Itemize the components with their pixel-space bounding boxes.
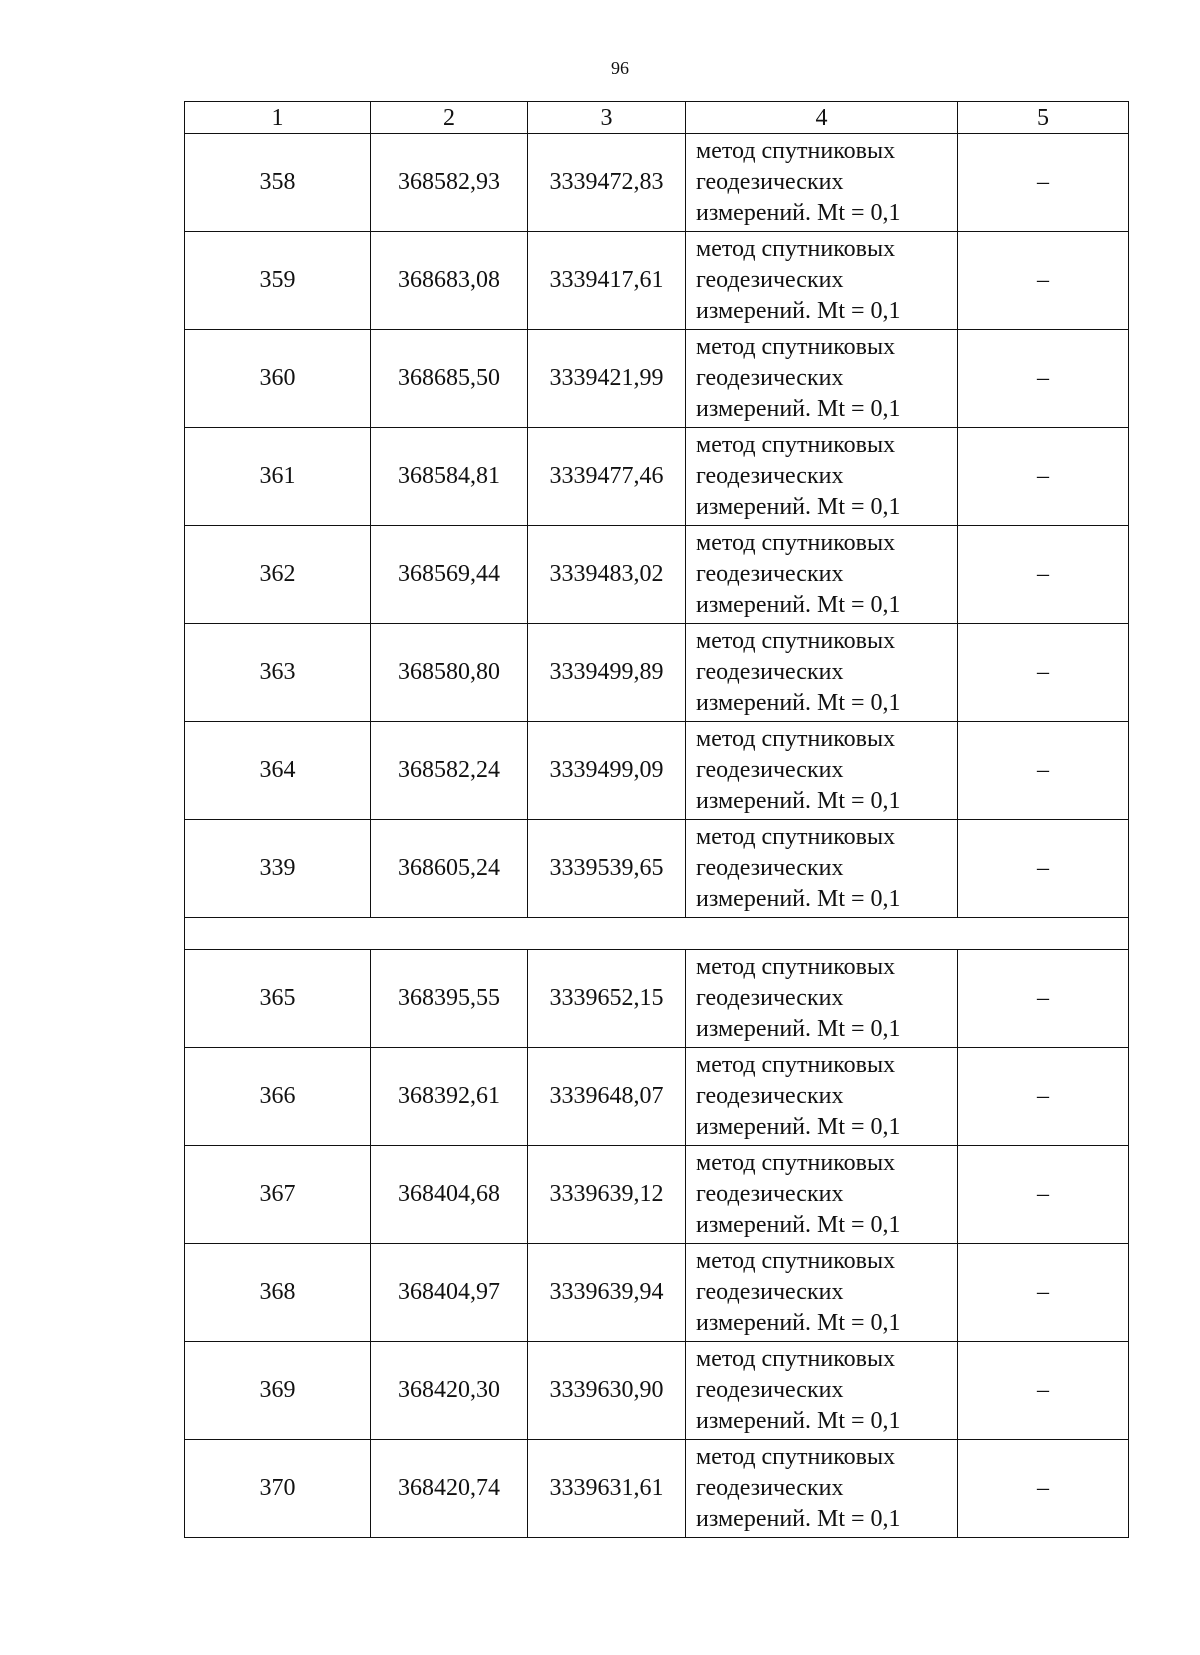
y-coordinate-cell: 3339417,61 <box>528 232 686 330</box>
method-line: метод спутниковых <box>696 628 896 654</box>
method-line: геодезических <box>696 169 844 195</box>
y-coordinate-cell: 3339483,02 <box>528 526 686 624</box>
method-line: измерений. Mt = 0,1 <box>696 886 901 912</box>
method-cell <box>686 1244 958 1342</box>
method-line: метод спутниковых <box>696 824 896 850</box>
method-cell <box>686 1342 958 1440</box>
method-line: измерений. Mt = 0,1 <box>696 396 901 422</box>
method-line: геодезических <box>696 855 844 881</box>
point-number-cell: 362 <box>185 526 371 624</box>
x-coordinate-cell: 368582,93 <box>371 134 528 232</box>
page-number: 96 <box>611 58 629 78</box>
x-coordinate-cell: 368584,81 <box>371 428 528 526</box>
method-line: измерений. Mt = 0,1 <box>696 200 901 226</box>
x-coordinate-cell: 368404,97 <box>371 1244 528 1342</box>
method-line: измерений. Mt = 0,1 <box>696 592 901 618</box>
method-line: измерений. Mt = 0,1 <box>696 1114 901 1140</box>
method-cell <box>686 232 958 330</box>
method-line: метод спутниковых <box>696 432 896 458</box>
x-coordinate-cell: 368392,61 <box>371 1048 528 1146</box>
note-cell: – <box>958 820 1129 918</box>
point-number-cell: 368 <box>185 1244 371 1342</box>
y-coordinate-cell: 3339639,94 <box>528 1244 686 1342</box>
method-cell <box>686 428 958 526</box>
method-line: метод спутниковых <box>696 334 896 360</box>
note-cell: – <box>958 1146 1129 1244</box>
point-number-cell: 339 <box>185 820 371 918</box>
method-line: геодезических <box>696 1279 844 1305</box>
method-cell <box>686 1146 958 1244</box>
note-cell: – <box>958 722 1129 820</box>
table-row <box>185 526 1129 624</box>
method-cell <box>686 330 958 428</box>
method-line: метод спутниковых <box>696 138 896 164</box>
method-line: метод спутниковых <box>696 1444 896 1470</box>
coordinates-table <box>184 101 1129 1538</box>
method-cell <box>686 1440 958 1538</box>
method-line: геодезических <box>696 561 844 587</box>
table-row <box>185 722 1129 820</box>
y-coordinate-cell: 3339539,65 <box>528 820 686 918</box>
y-coordinate-cell: 3339499,89 <box>528 624 686 722</box>
point-number-cell: 358 <box>185 134 371 232</box>
method-line: геодезических <box>696 985 844 1011</box>
method-line: измерений. Mt = 0,1 <box>696 494 901 520</box>
table-row <box>185 428 1129 526</box>
method-line: метод спутниковых <box>696 530 896 556</box>
header-cell: 1 <box>185 102 371 134</box>
method-line: геодезических <box>696 1083 844 1109</box>
method-line: геодезических <box>696 463 844 489</box>
method-line: измерений. Mt = 0,1 <box>696 1016 901 1042</box>
point-number-cell: 361 <box>185 428 371 526</box>
note-cell: – <box>958 624 1129 722</box>
method-line: измерений. Mt = 0,1 <box>696 788 901 814</box>
table-row <box>185 1048 1129 1146</box>
method-cell <box>686 722 958 820</box>
y-coordinate-cell: 3339477,46 <box>528 428 686 526</box>
point-number-cell: 369 <box>185 1342 371 1440</box>
x-coordinate-cell: 368395,55 <box>371 950 528 1048</box>
note-cell: – <box>958 428 1129 526</box>
table-row <box>185 950 1129 1048</box>
method-line: геодезических <box>696 659 844 685</box>
note-cell: – <box>958 134 1129 232</box>
method-line: измерений. Mt = 0,1 <box>696 1408 901 1434</box>
x-coordinate-cell: 368685,50 <box>371 330 528 428</box>
method-line: измерений. Mt = 0,1 <box>696 1310 901 1336</box>
table-row <box>185 232 1129 330</box>
table-row <box>185 1440 1129 1538</box>
separator-row <box>185 918 1129 950</box>
table-row <box>185 624 1129 722</box>
method-cell <box>686 1048 958 1146</box>
method-line: геодезических <box>696 757 844 783</box>
point-number-cell: 370 <box>185 1440 371 1538</box>
point-number-cell: 367 <box>185 1146 371 1244</box>
table-row <box>185 330 1129 428</box>
point-number-cell: 360 <box>185 330 371 428</box>
method-cell <box>686 820 958 918</box>
table-row <box>185 820 1129 918</box>
header-cell: 3 <box>528 102 686 134</box>
note-cell: – <box>958 1342 1129 1440</box>
y-coordinate-cell: 3339639,12 <box>528 1146 686 1244</box>
table-row <box>185 134 1129 232</box>
table-row <box>185 1342 1129 1440</box>
note-cell: – <box>958 330 1129 428</box>
method-line: метод спутниковых <box>696 1052 896 1078</box>
method-cell <box>686 134 958 232</box>
method-line: измерений. Mt = 0,1 <box>696 1506 901 1532</box>
note-cell: – <box>958 526 1129 624</box>
method-line: геодезических <box>696 1181 844 1207</box>
method-line: геодезических <box>696 1377 844 1403</box>
header-cell: 4 <box>686 102 958 134</box>
y-coordinate-cell: 3339648,07 <box>528 1048 686 1146</box>
table-row <box>185 1146 1129 1244</box>
x-coordinate-cell: 368580,80 <box>371 624 528 722</box>
method-cell <box>686 526 958 624</box>
y-coordinate-cell: 3339472,83 <box>528 134 686 232</box>
header-cell: 5 <box>958 102 1129 134</box>
y-coordinate-cell: 3339421,99 <box>528 330 686 428</box>
method-cell <box>686 624 958 722</box>
method-line: метод спутниковых <box>696 726 896 752</box>
point-number-cell: 363 <box>185 624 371 722</box>
x-coordinate-cell: 368605,24 <box>371 820 528 918</box>
x-coordinate-cell: 368582,24 <box>371 722 528 820</box>
method-line: измерений. Mt = 0,1 <box>696 1212 901 1238</box>
note-cell: – <box>958 1244 1129 1342</box>
note-cell: – <box>958 1440 1129 1538</box>
method-line: метод спутниковых <box>696 236 896 262</box>
note-cell: – <box>958 1048 1129 1146</box>
method-line: геодезических <box>696 1475 844 1501</box>
method-line: метод спутниковых <box>696 1150 896 1176</box>
x-coordinate-cell: 368420,30 <box>371 1342 528 1440</box>
method-line: метод спутниковых <box>696 1248 896 1274</box>
point-number-cell: 365 <box>185 950 371 1048</box>
table-body <box>185 134 1129 1538</box>
method-line: геодезических <box>696 365 844 391</box>
y-coordinate-cell: 3339630,90 <box>528 1342 686 1440</box>
method-line: геодезических <box>696 267 844 293</box>
note-cell: – <box>958 232 1129 330</box>
header-row <box>185 102 1129 134</box>
separator-cell <box>185 918 1129 950</box>
y-coordinate-cell: 3339499,09 <box>528 722 686 820</box>
point-number-cell: 359 <box>185 232 371 330</box>
y-coordinate-cell: 3339631,61 <box>528 1440 686 1538</box>
method-cell <box>686 950 958 1048</box>
point-number-cell: 366 <box>185 1048 371 1146</box>
method-line: метод спутниковых <box>696 1346 896 1372</box>
x-coordinate-cell: 368683,08 <box>371 232 528 330</box>
method-line: метод спутниковых <box>696 954 896 980</box>
table-row <box>185 1244 1129 1342</box>
point-number-cell: 364 <box>185 722 371 820</box>
x-coordinate-cell: 368569,44 <box>371 526 528 624</box>
y-coordinate-cell: 3339652,15 <box>528 950 686 1048</box>
method-line: измерений. Mt = 0,1 <box>696 298 901 324</box>
header-cell: 2 <box>371 102 528 134</box>
x-coordinate-cell: 368420,74 <box>371 1440 528 1538</box>
method-line: измерений. Mt = 0,1 <box>696 690 901 716</box>
x-coordinate-cell: 368404,68 <box>371 1146 528 1244</box>
note-cell: – <box>958 950 1129 1048</box>
